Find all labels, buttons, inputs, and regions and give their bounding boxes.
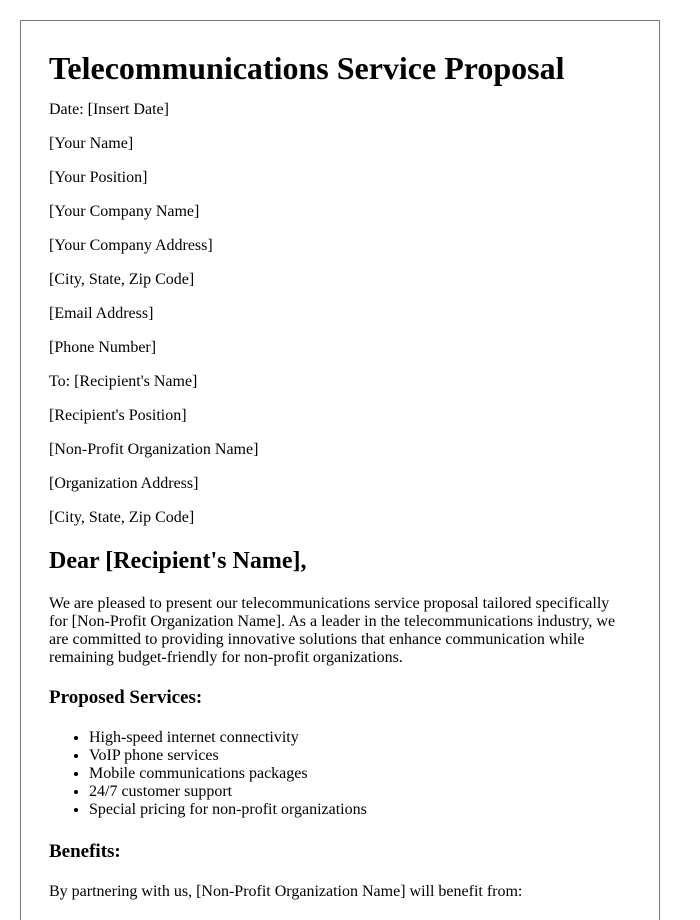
date-line: Date: [Insert Date] [49,101,169,118]
list-item: • High-speed internet connectivity [89,729,631,747]
sender-city-line: [City, State, Zip Code] [49,271,195,288]
sender-address-line: [Your Company Address] [49,237,213,254]
benefits-heading: Benefits: [49,841,121,862]
intro-paragraph: We are pleased to present our telecommunications service proposal tailored specifically for [Non-Profit Organization Name]. As a leader in the telecommunications industry, we are committed to providing innovative solutions that enhance communication while remaining budget-friendly for non-profit organizations. [49,595,616,666]
list-item: • Special pricing for non-profit organizations [89,801,631,819]
recipient-address-line: [Organization Address] [49,475,199,492]
list-item: • Mobile communications packages [89,765,631,783]
recipient-city-line: [City, State, Zip Code] [49,509,195,526]
sender-name-line: [Your Name] [49,135,134,152]
sender-position-line: [Your Position] [49,169,148,186]
services-list [49,729,631,819]
services-heading: Proposed Services: [49,687,203,708]
sender-email-line: [Email Address] [49,305,154,322]
recipient-organization-line: [Non-Profit Organization Name] [49,441,259,458]
recipient-name-line: To: [Recipient's Name] [49,373,198,390]
document-page [20,20,660,920]
benefits-paragraph: By partnering with us, [Non-Profit Organization Name] will benefit from: [49,883,523,900]
list-item: • 24/7 customer support [89,783,631,801]
document-title: Telecommunications Service Proposal [49,50,565,86]
sender-phone-line: [Phone Number] [49,339,157,356]
salutation: Dear [Recipient's Name], [49,548,307,574]
sender-company-line: [Your Company Name] [49,203,200,220]
header-block [49,101,631,527]
list-item: • VoIP phone services [89,747,631,765]
recipient-position-line: [Recipient's Position] [49,407,187,424]
